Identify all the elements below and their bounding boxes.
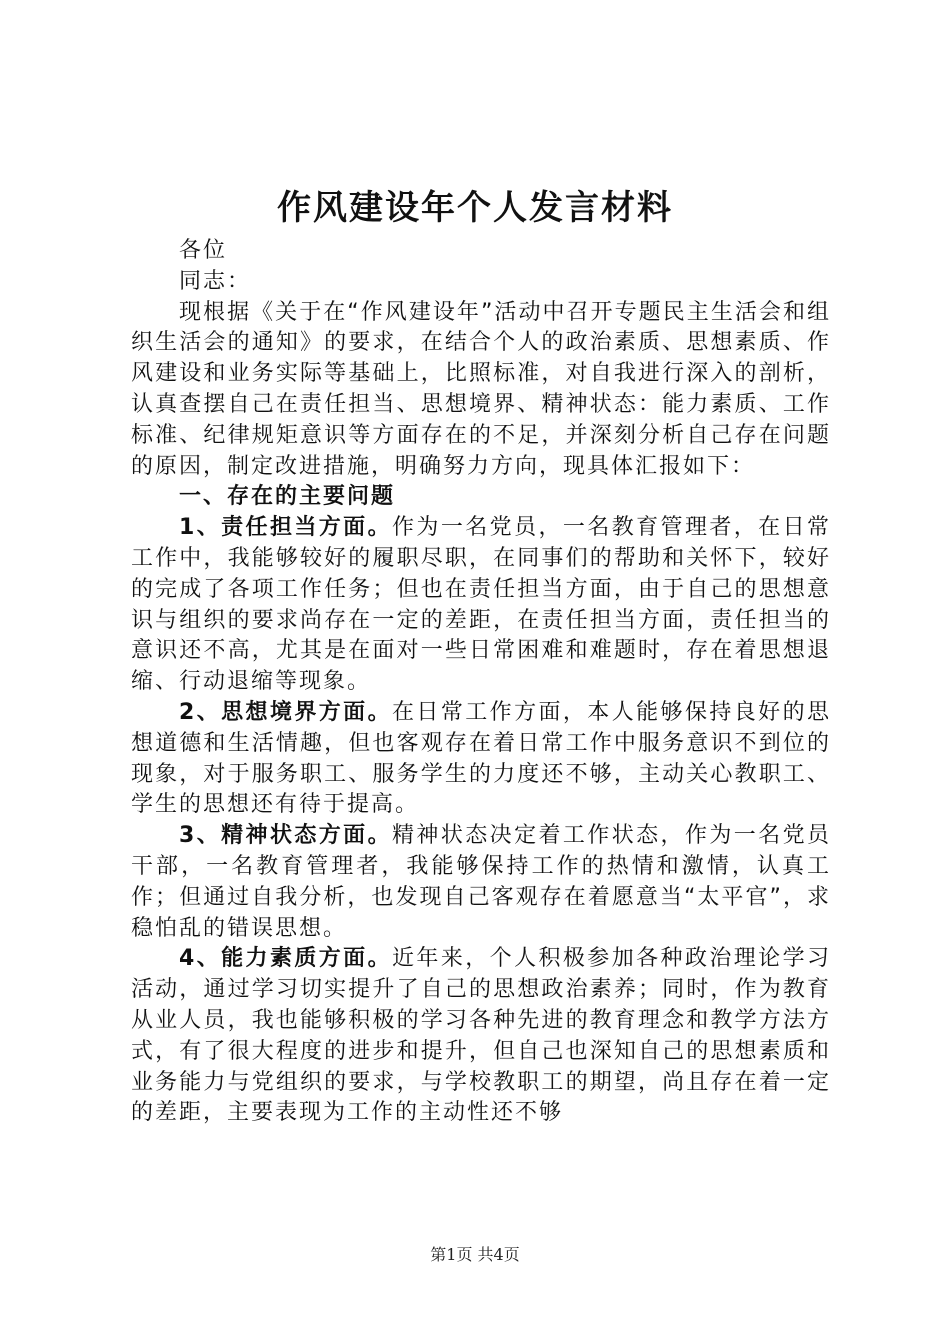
item-paragraph-1 (131, 513, 831, 698)
item-paragraph-2 (131, 698, 831, 821)
page-footer: 第1页 共4页 (430, 1245, 520, 1264)
item-lead: 4、能力素质方面。 (179, 946, 393, 972)
section-heading: 一、存在的主要问题 (179, 484, 396, 510)
item-paragraph-3 (131, 821, 831, 944)
salutation-line-2: 同志： (179, 268, 252, 294)
item-lead: 3、精神状态方面。 (179, 823, 393, 849)
item-lead: 2、思想境界方面。 (179, 699, 393, 725)
salutation-line-1: 各位 (179, 238, 228, 263)
intro-paragraph: 现根据《关于在“作风建设年”活动中召开专题民主生活会和组织生活会的通知》的要求，在结合个人的政治素质、思想素质、作风建设和业务实际等基础上，比照标准，对自我进行深入的剖析，认真查摆自己在责任担当、思想境界、精神状态：能力素质、工作标准、纪律规矩意识等方面存在的不足，并深刻分析自己存在问题的原因，制定改进措施，明确努力方向，现具体汇报如下： (131, 299, 831, 479)
item-text: 作为一名党员，一名教育管理者，在日常工作中，我能够较好的履职尽职，在同事们的帮助和关怀下，较好的完成了各项工作任务；但也在责任担当方面，由于自己的思想意识与组织的要求尚存在一定的差距，在责任担当方面，责任担当的意识还不高，尤其是在面对一些日常困难和难题时，存在着思想退缩、行动退缩等现象。 (131, 515, 831, 695)
document-body (131, 236, 831, 1129)
item-text: 精神状态决定着工作状态，作为一名党员干部，一名教育管理者，我能够保持工作的热情和激情，认真工作；但通过自我分析，也发现自己客观存在着愿意当“太平官”，求稳怕乱的错误思想。 (131, 823, 831, 941)
item-paragraph-4 (131, 944, 831, 1129)
item-lead: 1、责任担当方面。 (179, 515, 393, 541)
document-title: 作风建设年个人发言材料 (277, 188, 673, 228)
item-text: 近年来，个人积极参加各种政治理论学习活动，通过学习切实提升了自己的思想政治素养；同时，作为教育从业人员，我也能够积极的学习各种先进的教育理念和教学方法方式，有了很大程度的进步和提升，但自己也深知自己的思想素质和业务能力与党组织的要求，与学校教职工的期望，尚且存在着一定的差距，主要表现为工作的主动性还不够 (131, 946, 831, 1126)
item-text: 在日常工作方面，本人能够保持良好的思想道德和生活情趣，但也客观存在着日常工作中服务意识不到位的现象，对于服务职工、服务学生的力度还不够，主动关心教职工、学生的思想还有待于提高。 (131, 699, 831, 818)
